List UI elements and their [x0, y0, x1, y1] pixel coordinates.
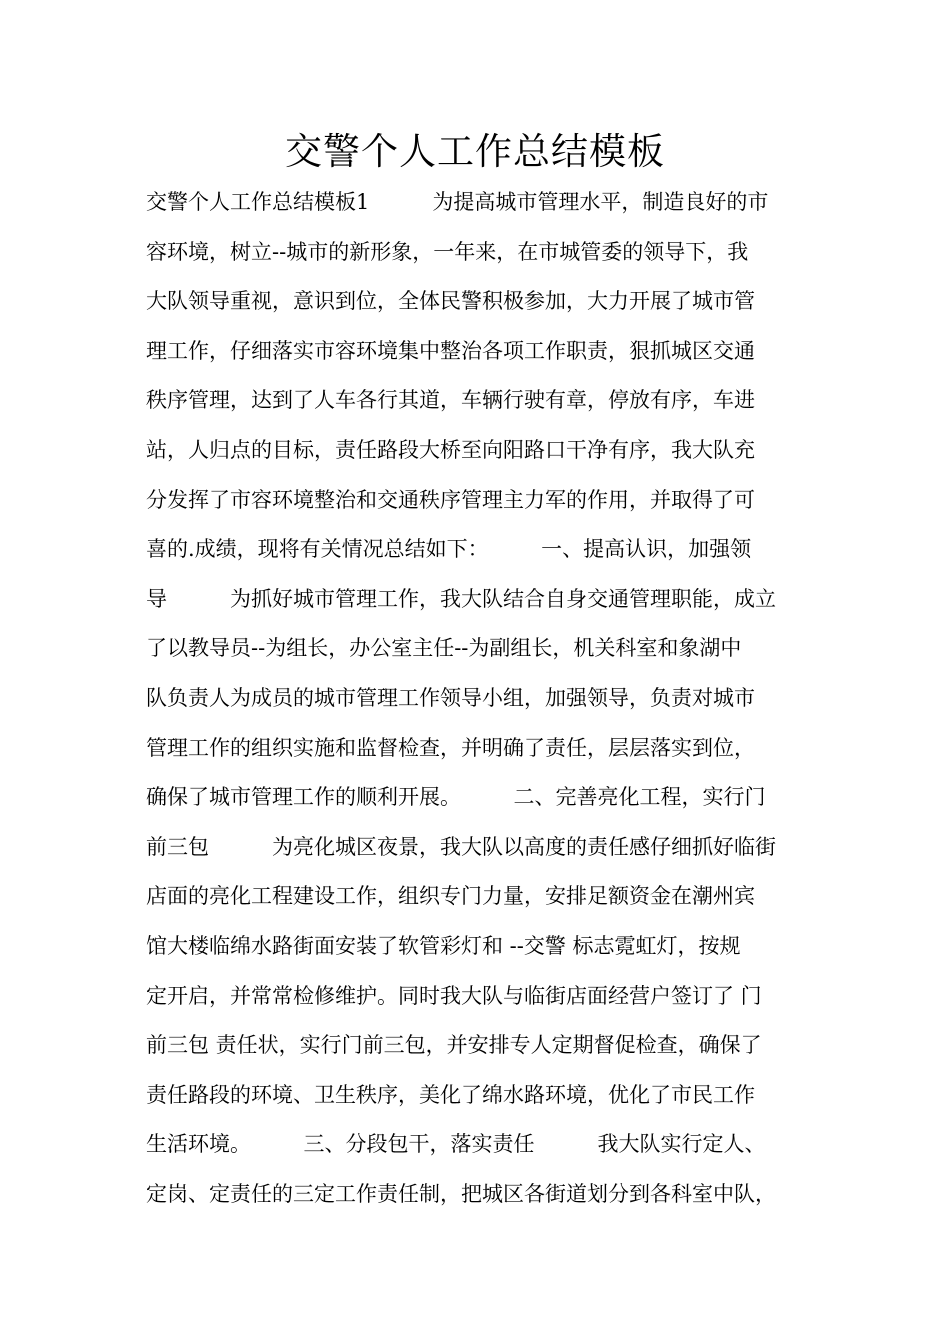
text-line: 交警个人工作总结模板1 为提高城市管理水平，制造良好的市 — [146, 190, 769, 214]
text-line: 理工作，仔细落实市容环境集中整治各项工作职责，狠抓城区交通 — [146, 338, 755, 363]
document-title: 交警个人工作总结模板 — [285, 130, 665, 173]
text-line: 分发挥了市容环境整治和交通秩序管理主力军的作用，并取得了可 — [146, 487, 755, 512]
text-line: 秩序管理，达到了人车各行其道，车辆行驶有章，停放有序，车进 — [146, 388, 755, 413]
text-line: 生活环境。 三、分段包干，落实责任 我大队实行定人、 — [146, 1132, 766, 1157]
text-line: 定岗、定责任的三定工作责任制，把城区各街道划分到各科室中队， — [146, 1181, 776, 1206]
text-line: 前三包 责任状，实行门前三包，并安排专人定期督促检查，确保了 — [146, 1033, 762, 1058]
text-line: 大队领导重视，意识到位，全体民警积极参加，大力开展了城市管 — [146, 289, 755, 314]
text-line: 站，人归点的目标，责任路段大桥至向阳路口干净有序，我大队充 — [146, 437, 755, 462]
text-line: 管理工作的组织实施和监督检查，并明确了责任，层层落实到位， — [146, 735, 755, 760]
text-line: 前三包 为亮化城区夜景，我大队以高度的责任感仔细抓好临街 — [146, 834, 776, 859]
text-line: 容环境，树立--城市的新形象，一年来，在市城管委的领导下，我 — [146, 239, 749, 264]
text-line: 馆大楼临绵水路街面安装了软管彩灯和 --交警 标志霓虹灯，按规 — [146, 933, 741, 958]
text-line: 队负责人为成员的城市管理工作领导小组，加强领导，负责对城市 — [146, 685, 755, 710]
text-line: 喜的.成绩，现将有关情况总结如下： 一、提高认识，加强领 — [146, 537, 752, 562]
text-line: 店面的亮化工程建设工作，组织专门力量，安排足额资金在潮州宾 — [146, 884, 755, 909]
text-line: 了以教导员--为组长，办公室主任--为副组长，机关科室和象湖中 — [146, 636, 742, 661]
document-body — [146, 178, 826, 1219]
text-line: 导 为抓好城市管理工作，我大队结合自身交通管理职能，成立 — [146, 586, 776, 611]
text-line: 确保了城市管理工作的顺利开展。 二、完善亮化工程，实行门 — [146, 785, 766, 810]
text-line: 责任路段的环境、卫生秩序，美化了绵水路环境，优化了市民工作 — [146, 1082, 755, 1107]
text-line: 定开启，并常常检修维护。同时我大队与临街店面经营户签订了 门 — [146, 983, 762, 1008]
